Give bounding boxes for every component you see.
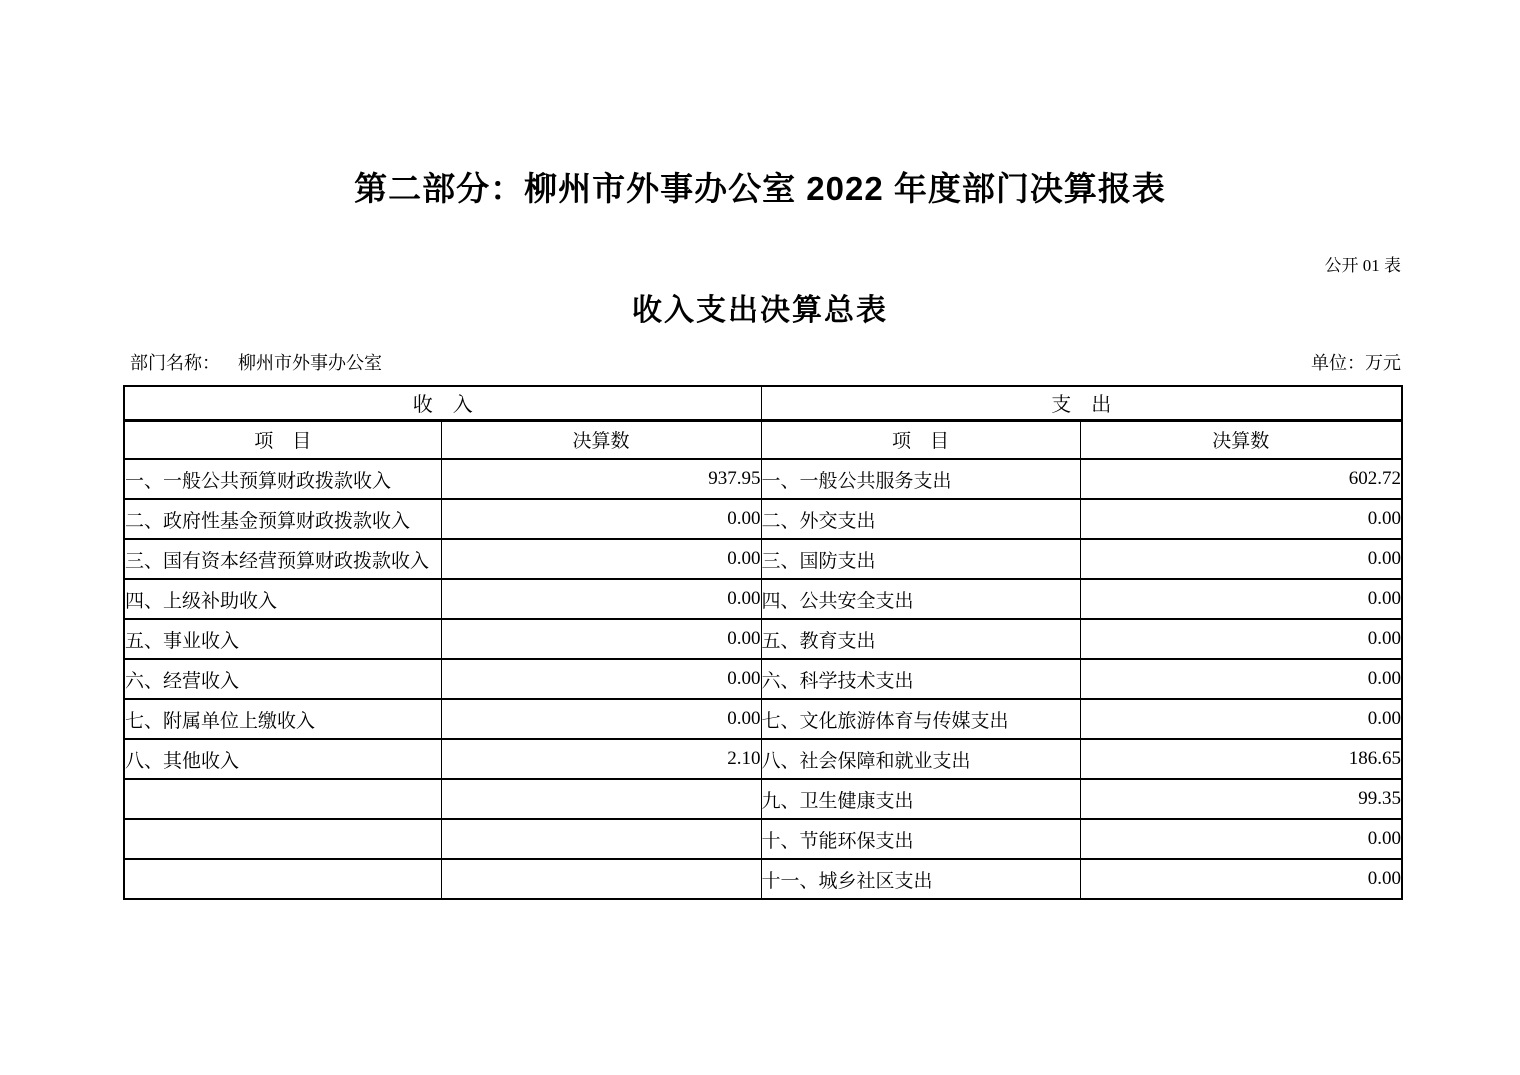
income-item-cell [124, 819, 441, 859]
income-value-cell: 0.00 [441, 499, 761, 539]
expense-item-cell: 一、一般公共服务支出 [761, 459, 1080, 499]
sheet-number-label: 公开 01 表 [1324, 256, 1401, 275]
income-item-cell: 八、其他收入 [124, 739, 441, 779]
table-row [124, 859, 1402, 899]
income-value-cell [441, 819, 761, 859]
income-value-cell: 0.00 [441, 699, 761, 739]
expense-value-cell: 0.00 [1080, 619, 1402, 659]
table-row [124, 619, 1402, 659]
table-row [124, 699, 1402, 739]
income-item-cell: 六、经营收入 [124, 659, 441, 699]
expense-item-cell: 十、节能环保支出 [761, 819, 1080, 859]
table-row [124, 579, 1402, 619]
document-title: 第二部分：柳州市外事办公室 2022 年度部门决算报表 [354, 170, 1166, 207]
table-meta-row [123, 350, 1401, 376]
department-name: 柳州市外事办公室 [238, 353, 382, 373]
income-item-cell: 一、一般公共预算财政拨款收入 [124, 459, 441, 499]
income-value-cell [441, 779, 761, 819]
expense-item-cell: 十一、城乡社区支出 [761, 859, 1080, 899]
expense-value-cell: 186.65 [1080, 739, 1402, 779]
expense-value-cell: 602.72 [1080, 459, 1402, 499]
expense-value-cell: 0.00 [1080, 579, 1402, 619]
expense-value-cell: 0.00 [1080, 659, 1402, 699]
income-value-cell: 937.95 [441, 459, 761, 499]
expense-value-cell: 0.00 [1080, 539, 1402, 579]
income-expense-summary-table [123, 385, 1403, 900]
expense-item-cell: 四、公共安全支出 [761, 579, 1080, 619]
expense-item-cell: 三、国防支出 [761, 539, 1080, 579]
table-title: 收入支出决算总表 [632, 294, 888, 327]
expense-item-cell: 六、科学技术支出 [761, 659, 1080, 699]
expense-item-cell: 二、外交支出 [761, 499, 1080, 539]
income-value-cell: 0.00 [441, 579, 761, 619]
income-item-cell: 七、附属单位上缴收入 [124, 699, 441, 739]
expense-value-cell: 0.00 [1080, 819, 1402, 859]
income-value-cell: 0.00 [441, 619, 761, 659]
expense-item-cell: 七、文化旅游体育与传媒支出 [761, 699, 1080, 739]
income-value-cell: 0.00 [441, 539, 761, 579]
table-row [124, 819, 1402, 859]
income-item-cell [124, 859, 441, 899]
table-row [124, 779, 1402, 819]
income-value-cell: 0.00 [441, 659, 761, 699]
table-row [124, 499, 1402, 539]
income-item-cell: 四、上级补助收入 [124, 579, 441, 619]
expense-item-cell: 五、教育支出 [761, 619, 1080, 659]
income-item-cell: 二、政府性基金预算财政拨款收入 [124, 499, 441, 539]
unit-label: 单位：万元 [1311, 353, 1401, 373]
table-row [124, 659, 1402, 699]
expense-value-cell: 0.00 [1080, 859, 1402, 899]
expense-amount-column-header: 决算数 [1080, 420, 1402, 459]
income-value-cell [441, 859, 761, 899]
expense-value-cell: 0.00 [1080, 499, 1402, 539]
department-label: 部门名称： [130, 353, 220, 373]
income-amount-column-header: 决算数 [441, 420, 761, 459]
income-item-cell [124, 779, 441, 819]
expense-item-cell: 九、卫生健康支出 [761, 779, 1080, 819]
income-value-cell: 2.10 [441, 739, 761, 779]
expense-value-cell: 0.00 [1080, 699, 1402, 739]
income-item-cell: 五、事业收入 [124, 619, 441, 659]
table-row [124, 739, 1402, 779]
table-row [124, 539, 1402, 579]
expense-section-header: 支 出 [761, 386, 1402, 420]
income-item-cell: 三、国有资本经营预算财政拨款收入 [124, 539, 441, 579]
income-section-header: 收 入 [124, 386, 761, 420]
expense-value-cell: 99.35 [1080, 779, 1402, 819]
table-row [124, 459, 1402, 499]
column-header-row [124, 420, 1402, 459]
income-item-column-header: 项 目 [124, 420, 441, 459]
section-header-row [124, 386, 1402, 420]
department-name-group [123, 350, 382, 376]
expense-item-cell: 八、社会保障和就业支出 [761, 739, 1080, 779]
expense-item-column-header: 项 目 [761, 420, 1080, 459]
